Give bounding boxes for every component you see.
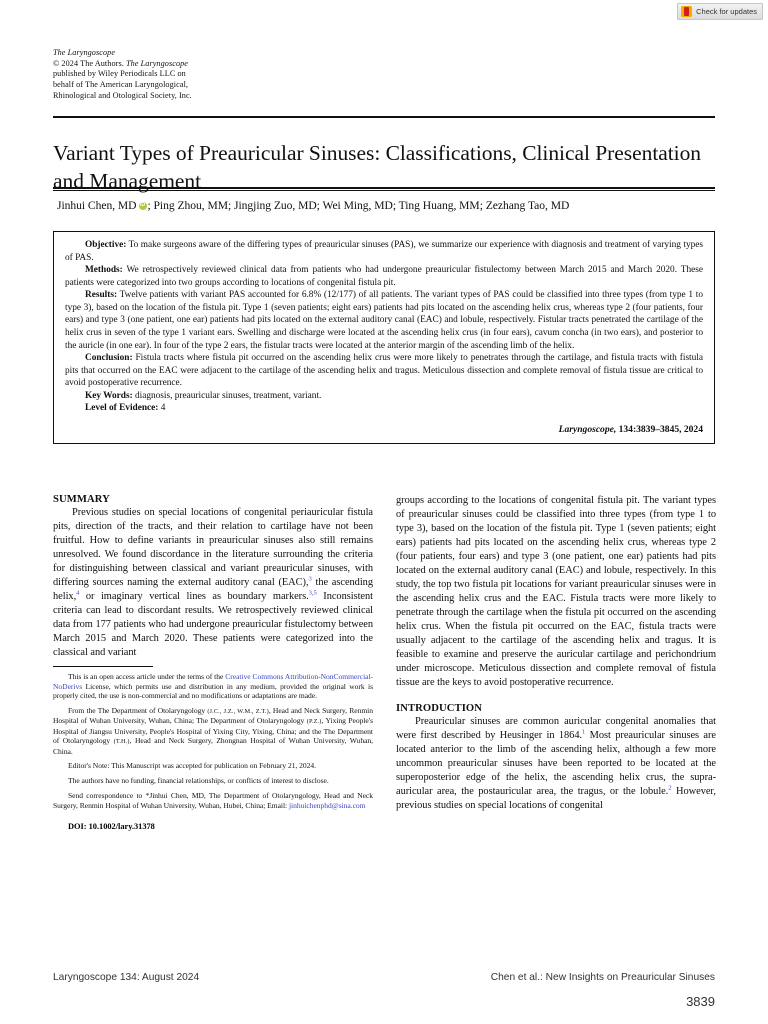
- abstract-conclusion-label: Conclusion:: [85, 353, 133, 364]
- page-footer: [0, 962, 768, 1024]
- intro-text-c: However, previous studies on special locations of congenital: [396, 785, 716, 811]
- ref-4[interactable]: 4: [76, 589, 80, 597]
- ref-2[interactable]: 2: [668, 784, 672, 792]
- check-for-updates-badge[interactable]: [677, 3, 763, 20]
- author-first: Jinhui Chen, MD: [57, 199, 137, 212]
- license-text-a: This is an open access article under the terms of the: [68, 671, 226, 681]
- copyright-line: [53, 59, 192, 70]
- abstract-evidence: [65, 402, 703, 415]
- column-spacer: [396, 690, 716, 703]
- doi-line[interactable]: DOI: 10.1002/lary.31378: [68, 821, 155, 831]
- correspondence-email-link[interactable]: jinhuichenphd@sina.com: [288, 800, 366, 810]
- abstract-evidence-text: 4: [158, 403, 166, 414]
- abstract-keywords-label: Key Words:: [85, 390, 133, 401]
- crossmark-icon: [681, 6, 692, 17]
- abstract-objective: [65, 239, 703, 264]
- ref-1[interactable]: 1: [582, 728, 586, 736]
- title-bottom-rule: [53, 187, 715, 191]
- abstract-methods: [65, 264, 703, 289]
- license-footnote: [53, 672, 373, 701]
- summary-text-b: the ascending helix,: [53, 576, 373, 602]
- society-line-1: behalf of The American Laryngological,: [53, 79, 189, 89]
- affiliation-d: , Head and Neck Surgery, Zhongnan Hospital of Wuhan University, Wuhan, China.: [53, 736, 373, 756]
- summary-text-c: or imaginary vertical lines as boundary markers.: [79, 590, 309, 602]
- abstract-conclusion: [65, 352, 703, 390]
- introduction-paragraph: [396, 715, 716, 813]
- summary-paragraph: [53, 506, 373, 660]
- footer-page-number: 3839: [686, 994, 715, 1009]
- abstract-results: [65, 289, 703, 352]
- correspondence-text: Send correspondence to *Jinhui Chen, MD, The Department of Otolaryngology, Head and Neck Surgery, Renmin Hospital of Wuhan University, Wuhan, Hubei, China; Email:: [53, 790, 373, 810]
- abstract-citation: [65, 424, 703, 437]
- left-column: [53, 494, 373, 831]
- right-column: [396, 494, 716, 813]
- abstract-conclusion-text: Fistula tracts where fistula pit occurred on the ascending helix crus were more likely to penetrates through the cartilage, and fistula tracts with fistula pits that occurred on the EAC were adjacent to the cartilage of the ascending helix and tragus. Meticulous dissection and complete removal of fistula tissue are critical to avoid postoperative recurrence.: [65, 353, 703, 389]
- intro-text-a: Preauricular sinuses are common auricular congenital anomalies that were first described by Heusinger in 1864.: [396, 715, 716, 741]
- ref-3-5[interactable]: 3,5: [308, 589, 317, 597]
- intro-text-b: Most preauricular sinuses are located anterior to the limb of the ascending helix, although a few more uncommon preauricular sinuses have been reported to be located at the superoposterior edge of the helix, the ascending helix crus, the supra-auricular area, the postauricular area, the tragus, or the lobule.: [396, 729, 716, 797]
- ref-3[interactable]: 3: [308, 575, 312, 583]
- affiliation-initials-2: (P.Z.): [306, 718, 322, 726]
- editors-note-footnote: Editor's Note: This Manuscript was accepted for publication on February 21, 2024.: [68, 761, 316, 771]
- introduction-heading: INTRODUCTION: [396, 702, 483, 714]
- citation-journal: Laryngoscope,: [558, 423, 617, 435]
- abstract-results-label: Results:: [85, 290, 118, 301]
- affiliation-footnote: [53, 706, 373, 756]
- abstract-keywords-text: diagnosis, preauricular sinuses, treatment, variant.: [132, 390, 322, 401]
- affiliation-initials-1: (J.C., J.Z., W.M., Z.T.): [207, 708, 269, 716]
- affiliation-a: From the The Department of Otolaryngology: [68, 706, 208, 716]
- abstract-results-text: Twelve patients with variant PAS accounted for 6.8% (12/177) of all patients. The variant types of PAS could be classified into three types (from type 1 to type 3), based on the location of the fistula pit. Type 1 (seven patients; eight ears) patients had pits located on the ascending helix crus, whereas type 2 (four patients, four ears) and type 3 (one patient, one ear) patients had pits located on the external auditory canal (EAC) and lobule, respectively. Fistular tracts penetrated the cartilage of the helix crus in seven of the type 1 variant ears. Swelling and discharge were located at the ascending helix crus (in four ears), cavum concha (in two ears), and posterior to the auricle (in one ear). In four of the type 2 ears, the fistular tracts were located at the anterior margin of the ascending limb of the helix.: [65, 290, 703, 351]
- citation-volume-pages: 134:3839–3845, 2024: [616, 423, 703, 435]
- copyright-prefix: © 2024 The Authors.: [53, 58, 126, 68]
- summary-continuation: groups according to the locations of congenital fistula pit. The variant types of preauricular sinuses could be classified into three types (from type 1 to type 3), based on the location of the fistula pit. Type 1 (seven patients; eight ears) patients had pits located on the ascending helix crus, whereas type 2 (four patients, four ears) and type 3 (one patient, one ear) patients had pits located on the external auditory canal (EAC) and lobule, respectively. In this study, the top two fistula pit locations for variant preauricular sinuses were in the ascending helix crus and the EAC. Fistula tracts were more likely to penetrate through the cartilage when the fistula pit occurred on the ascending helix crus. When the fistula pit occurred on the EAC, fistula tracts were usually adjacent to the cartilage of the ascending helix and tragus. It is feasible to examine and preserve the auricular cartilage and perichondrium under microscope. Meticulous dissection and complete removal of fistula tissue are the keys to avoid postoperative recurrence.: [396, 495, 716, 688]
- disclosure-footnote: The authors have no funding, financial relationships, or conflicts of interest to disclose.: [68, 776, 329, 786]
- affiliation-c: , Yixing People's Hospital of Jiangsu University, People's Hospital of Yixing City, Yixing, China; and the The Department of Otolaryngology: [53, 716, 373, 746]
- abstract-methods-text: We retrospectively reviewed clinical data from patients who had undergone preauricular fistulectomy between March 2015 and March 2020. These patients were categorized into two groups according to locations of congenital fistula pit.: [65, 265, 703, 288]
- abstract-methods-label: Methods:: [85, 265, 123, 276]
- footnote-divider: [53, 666, 153, 667]
- summary-text-a: Previous studies on special locations of congenital periauricular fistula pits, direction of the tracts, and their relation to cartilage have not been fruitful. How to define variants in preauricular sinuses also still remains unresolved. We found discordance in the literature surrounding the criteria for distinguishing between classical and variant preauricular sinuses, with differing sources naming the external auditory canal (EAC),: [53, 507, 373, 588]
- abstract-keywords: [65, 390, 703, 403]
- society-line-2: Rhinological and Otological Society, Inc.: [53, 90, 192, 100]
- title-top-rule: [53, 116, 715, 118]
- abstract-evidence-label: Level of Evidence:: [85, 403, 159, 414]
- license-link[interactable]: Creative Commons Attribution-NonCommercial-NoDerivs: [53, 671, 374, 691]
- copyright-journal: The Laryngoscope: [125, 58, 189, 68]
- page-title: Variant Types of Preauricular Sinuses: Classifications, Clinical Presentation and Management: [53, 141, 702, 194]
- license-text-b: License, which permits use and distribution in any medium, provided the original work is properly cited, the use is non-commercial and no modifications or adaptations are made.: [53, 681, 373, 701]
- authors-rest: ; Ping Zhou, MM; Jingjing Zuo, MD; Wei Ming, MD; Ting Huang, MM; Zezhang Tao, MD: [147, 199, 570, 212]
- footer-running-title: Chen et al.: New Insights on Preauricular Sinuses: [490, 972, 715, 983]
- summary-heading: SUMMARY: [53, 494, 110, 505]
- footer-journal-issue: Laryngoscope 134: August 2024: [53, 972, 200, 983]
- journal-masthead: [53, 48, 192, 101]
- affiliation-initials-3: (T.H.): [113, 738, 130, 746]
- abstract-box: [53, 231, 715, 444]
- summary-text-d: Inconsistent criteria can lead to discordant results. We retrospectively reviewed clinical data from 177 patients who had undergone preauricular fistulectomy between March 2015 and March 2020. These patients were categorized into the classical and variant: [53, 590, 373, 658]
- author-list: [57, 199, 717, 212]
- abstract-objective-text: To make surgeons aware of the differing types of preauricular sinuses (PAS), we summarize our experience with diagnosis and treatment of varying types of PAS.: [65, 240, 703, 263]
- check-for-updates-label: Check for updates: [696, 6, 757, 16]
- orcid-icon[interactable]: [139, 202, 147, 210]
- journal-name: The Laryngoscope: [53, 48, 116, 57]
- abstract-objective-label: Objective:: [85, 240, 127, 250]
- publisher-line: published by Wiley Periodicals LLC on: [53, 69, 186, 79]
- correspondence-footnote: [53, 791, 373, 811]
- affiliation-b: , Head and Neck Surgery, Renmin Hospital of Wuhan University, Wuhan, China; The Department of Otolaryngology: [53, 706, 373, 726]
